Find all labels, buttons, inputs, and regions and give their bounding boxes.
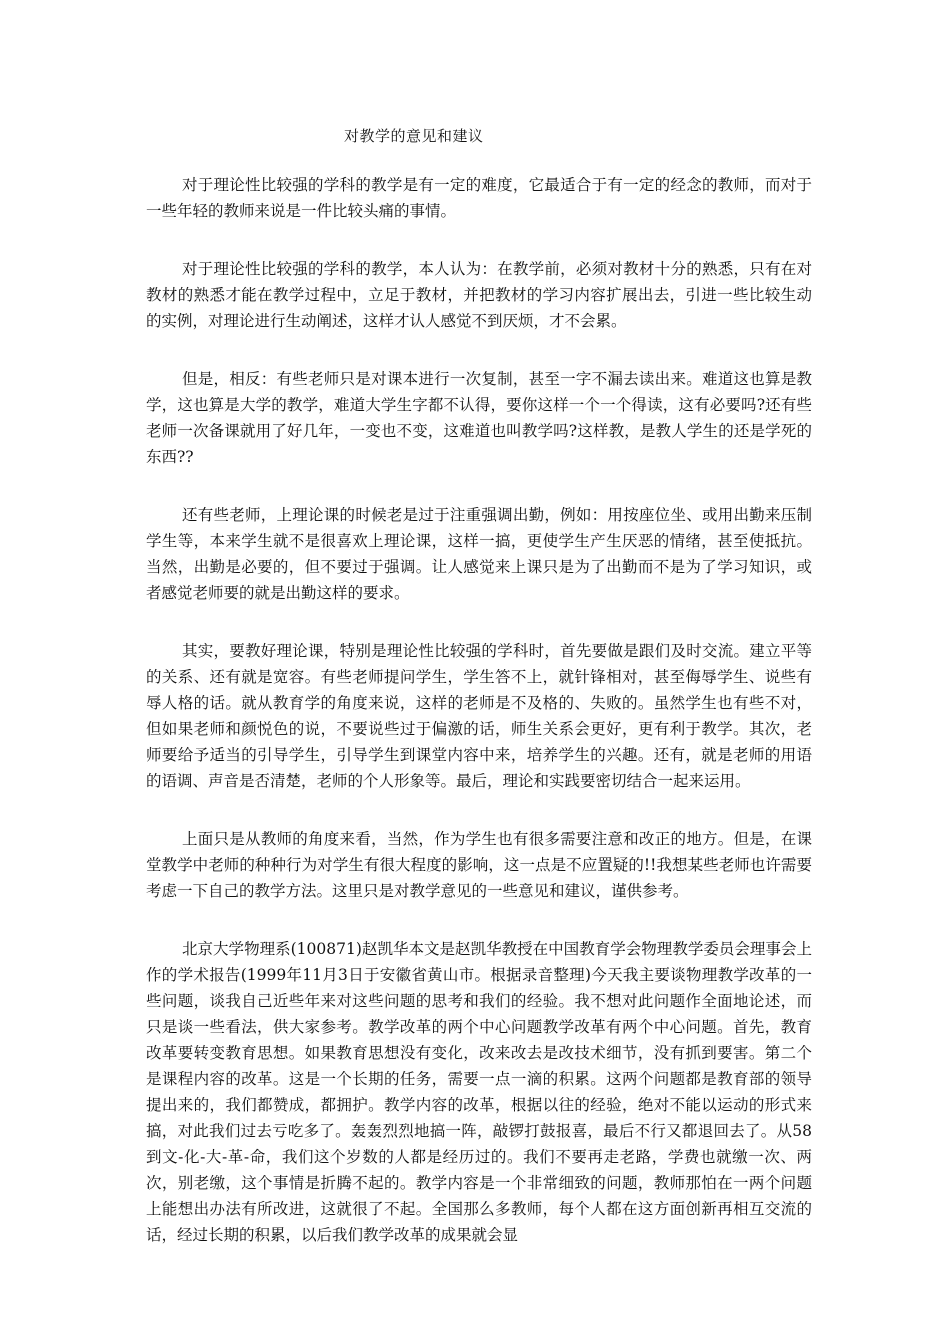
- paragraph-7: 北京大学物理系(100871)赵凯华本文是赵凯华教授在中国教育学会物理教学委员会理事会上作的学术报告(1999年11月3日于安徽省黄山市。根据录音整理)今天我主要谈物理教学改革的一些问题，谈我自己近些年来对这些问题的思考和我们的经验。我不想对此问题作全面地论述，而只是谈一些看法，供大家参考。教学改革的两个中心问题教学改革有两个中心问题。首先，教育改革要转变教育思想。如果教育思想没有变化，改来改去是改技术细节，没有抓到要害。第二个是课程内容的改革。这是一个长期的任务，需要一点一滴的积累。这两个问题都是教育部的领导提出来的，我们都赞成，都拥护。教学内容的改革，根据以往的经验，绝对不能以运动的形式来搞，对此我们过去亏吃多了。轰轰烈烈地搞一阵，敲锣打鼓报喜，最后不行又都退回去了。从58到文-化-大-革-命，我们这个岁数的人都是经历过的。我们不要再走老路，学费也就缴一次、两次，别老缴，这个事情是折腾不起的。教学内容是一个非常细致的问题，教师那怕在一两个问题上能想出办法有所改进，这就很了不起。全国那么多教师，每个人都在这方面创新再相互交流的话，经过长期的积累，以后我们教学改革的成果就会显: [146, 940, 812, 1244]
- paragraph-4: 还有些老师，上理论课的时候老是过于注重强调出勤，例如：用按座位坐、或用出勤来压制学生等，本来学生就不是很喜欢上理论课，这样一搞，更使学生产生厌恶的情绪，甚至使抵抗。当然，出勤是必要的，但不要过于强调。让人感觉来上课只是为了出勤而不是为了学习知识，或者感觉老师要的就是出勤这样的要求。: [146, 506, 812, 602]
- document-title: 对教学的意见和建议: [344, 127, 484, 145]
- paragraph-6: 上面只是从教师的角度来看，当然，作为学生也有很多需要注意和改正的地方。但是，在课堂教学中老师的种种行为对学生有很大程度的影响，这一点是不应置疑的!!我想某些老师也许需要考虑一下自己的教学方法。这里只是对教学意见的一些意见和建议，谨供参考。: [146, 830, 812, 900]
- paragraph-1: 对于理论性比较强的学科的教学是有一定的难度，它最适合于有一定的经念的教师，而对于一些年轻的教师来说是一件比较头痛的事情。: [146, 176, 812, 220]
- paragraph-2: 对于理论性比较强的学科的教学，本人认为：在教学前，必须对教材十分的熟悉，只有在对教材的熟悉才能在教学过程中，立足于教材，并把教材的学习内容扩展出去，引进一些比较生动的实例，对理论进行生动阐述，这样才认人感觉不到厌烦，才不会累。: [146, 260, 812, 330]
- paragraph-5: 其实，要教好理论课，特别是理论性比较强的学科时，首先要做是跟们及时交流。建立平等的关系、还有就是宽容。有些老师提问学生，学生答不上，就针锋相对，甚至侮辱学生、说些有辱人格的话。就从教育学的角度来说，这样的老师是不及格的、失败的。虽然学生也有些不对，但如果老师和颜悦色的说，不要说些过于偏激的话，师生关系会更好，更有利于教学。其次，老师要给予适当的引导学生，引导学生到课堂内容中来，培养学生的兴趣。还有，就是老师的用语的语调、声音是否清楚，老师的个人形象等。最后，理论和实践要密切结合一起来运用。: [146, 642, 812, 790]
- paragraph-3: 但是，相反：有些老师只是对课本进行一次复制，甚至一字不漏去读出来。难道这也算是教学，这也算是大学的教学，难道大学生字都不认得，要你这样一个一个得读，这有必要吗?还有些老师一次备课就用了好几年，一变也不变，这难道也叫教学吗?这样教，是教人学生的还是学死的东西??: [146, 370, 812, 466]
- document-body: [146, 172, 812, 1248]
